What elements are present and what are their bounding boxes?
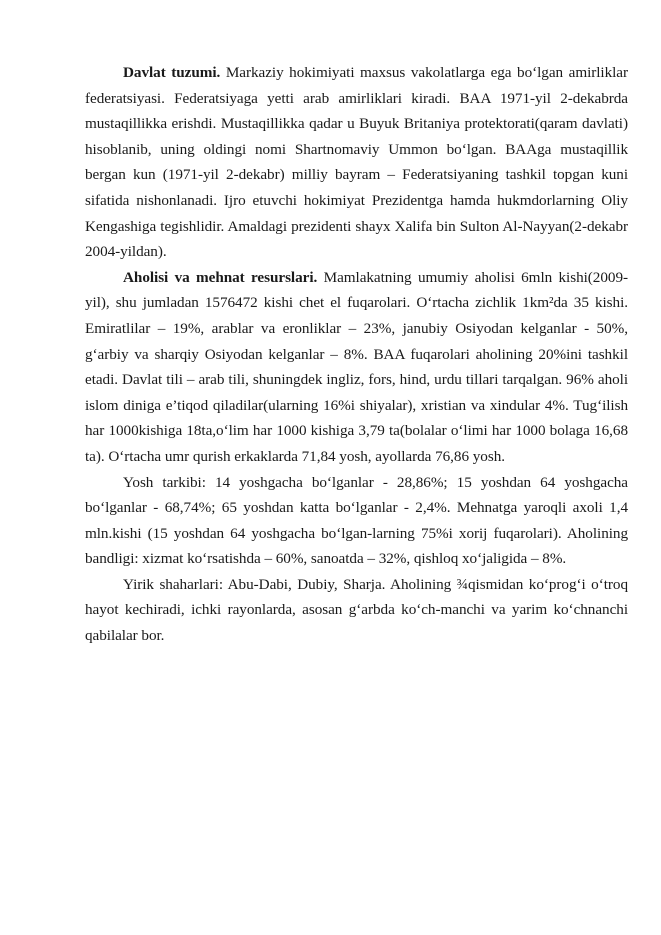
heading-government: Davlat tuzumi. (123, 64, 221, 81)
paragraph-government-text: Markaziy hokimiyati maxsus vakolatlarga ega bo‘lgan amirliklar federatsiyasi. Federatsiyaga yetti arab amirliklari kiradi. BAA 1971-yil 2-dekabrda mustaqillikka erishdi. Mustaqillikka qadar u Buyuk Britaniya protektorati(qaram davlati) hisoblanib, uning oldingi nomi Shartnomaviy Ummon bo‘lgan. BAAga mustaqillik bergan kun (1971-yil 2-dekabr) milliy bayram – Federatsiyaning tashkil topgan kuni sifatida nishonlanadi. Ijro etuvchi hokimiyat Prezidentga hamda hukmdorlarning Oliy Kengashiga tegishlidir. Amaldagi prezidenti shayx Xalifa bin Sulton Al-Nayyan(2-dekabr 2004-yildan). (85, 64, 629, 261)
heading-population: Aholisi va mehnat resurslari. (123, 268, 318, 286)
paragraph-government (85, 60, 628, 265)
paragraph-cities-text: Yirik shaharlari: Abu-Dabi, Dubiy, Sharja. Aholining ¾qismidan ko‘prog‘i o‘troq hayot kechiradi, ichki rayonlarda, asosan g‘arbda ko‘ch-manchi va yarim ko‘chnanchi qabilalar bor. (85, 575, 628, 645)
paragraph-age-structure (85, 470, 628, 572)
paragraph-cities (85, 572, 628, 649)
document-page (85, 60, 628, 649)
paragraph-population-text: Mamlakatning umumiy aholisi 6mln kishi(2009-yil), shu jumladan 1576472 kishi chet el fuqarolari. O‘rtacha zichlik 1km²da 35 kishi. Emiratlilar – 19%, arablar va eronliklar – 23%, janubiy Osiyodan kelganlar - 50%, g‘arbiy va sharqiy Osiyodan kelganlar – 8%. BAA fuqarolari aholining 20%ini tashkil etadi. Davlat tili – arab tili, shuningdek ingliz, fors, hind, urdu tillari tarqalgan. 96% aholi islom diniga e’tiqod qiladilar(ularning 16%i shiyalar), xristian va xindular 4%. Tug‘ilish har 1000kishiga 18ta,o‘lim har 1000 kishiga 3,79 ta(bolalar o‘limi har 1000 bolaga 16,68 ta). O‘rtacha umr qurish erkaklarda 71,84 yosh, ayollarda 76,86 yosh. (85, 268, 628, 465)
paragraph-age-structure-text: Yosh tarkibi: 14 yoshgacha bo‘lganlar - 28,86%; 15 yoshdan 64 yoshgacha bo‘lganlar - 68,74%; 65 yoshdan katta bo‘lganlar - 2,4%. Mehnatga yaroqli axoli 1,4 mln.kishi (15 yoshdan 64 yoshgacha bo‘lgan-larning 75%i xorij fuqarolari). Aholining bandligi: xizmat ko‘rsatishda – 60%, sanoatda – 32%, qishloq xo‘jaligida – 8%. (85, 473, 628, 568)
paragraph-population (85, 265, 628, 470)
